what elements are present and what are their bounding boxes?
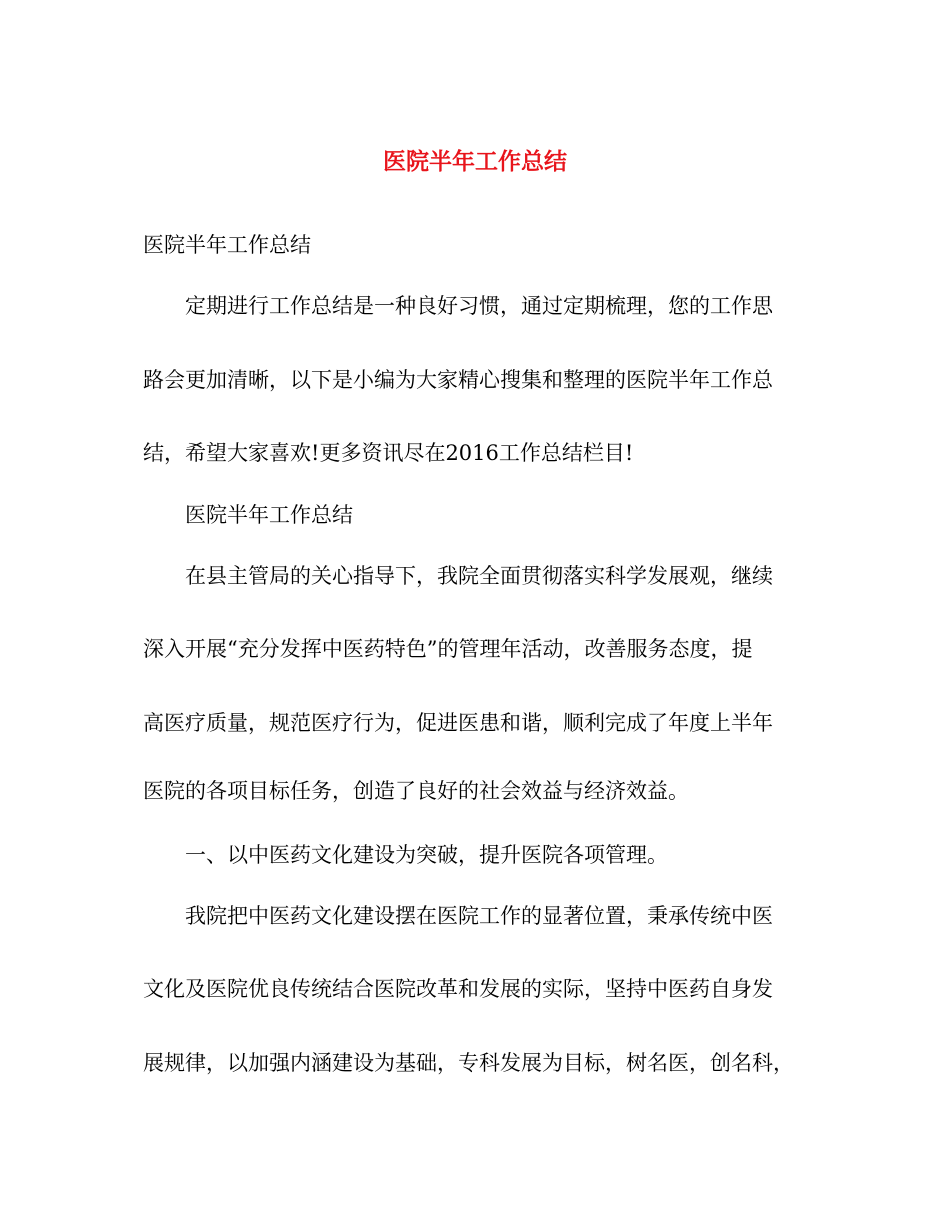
paragraph-line: 定期进行工作总结是一种良好习惯，通过定期梳理，您的工作思 <box>185 294 773 318</box>
section-heading-line: 一、以中医药文化建设为突破，提升医院各项管理。 <box>185 843 668 867</box>
document-title: 医院半年工作总结 <box>383 148 567 175</box>
paragraph-line: 展规律，以加强内涵建设为基础，专科发展为目标，树名医，创名科， <box>143 1051 794 1075</box>
paragraph-line: 深入开展“充分发挥中医药特色”的管理年活动，改善服务态度，提 <box>143 637 753 661</box>
section-heading-line: 医院半年工作总结 <box>185 503 353 527</box>
paragraph-line: 在县主管局的关心指导下，我院全面贯彻落实科学发展观，继续 <box>185 564 773 588</box>
paragraph-line: 我院把中医药文化建设摆在医院工作的显著位置，秉承传统中医 <box>185 904 773 928</box>
paragraph-line: 路会更加清晰，以下是小编为大家精心搜集和整理的医院半年工作总 <box>143 368 773 392</box>
paragraph-line: 医院的各项目标任务，创造了良好的社会效益与经济效益。 <box>143 779 689 803</box>
subtitle-line: 医院半年工作总结 <box>143 233 311 257</box>
paragraph-line: 文化及医院优良传统结合医院改革和发展的实际，坚持中医药自身发 <box>143 977 773 1001</box>
paragraph-line: 高医疗质量，规范医疗行为，促进医患和谐，顺利完成了年度上半年 <box>143 711 773 735</box>
paragraph-line: 结，希望大家喜欢!更多资讯尽在2016工作总结栏目! <box>143 441 634 465</box>
